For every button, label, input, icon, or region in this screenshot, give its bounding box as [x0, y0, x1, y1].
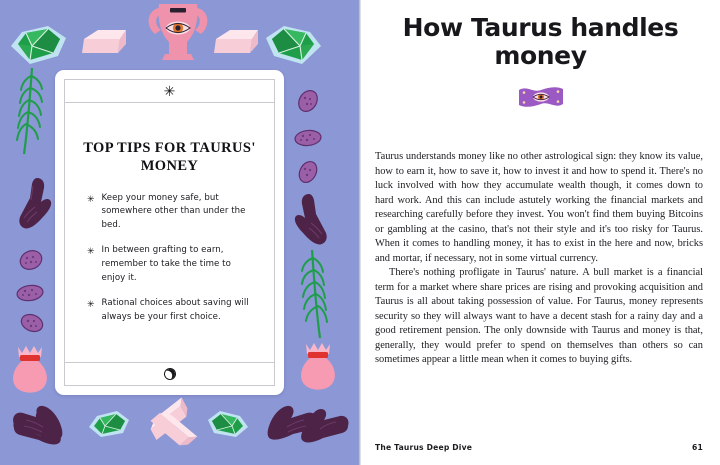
device-bottom-bar	[65, 362, 274, 385]
crescent-moon-icon	[162, 366, 177, 381]
paragraph: Taurus understands money like no other astrological sign: they know its value, how to earn it, how to save it, how to invest it and how to spend it. There's no luck involved with how they accumulate wealth though, it comes down to hard work. And this can include astutely working the financial markets and researching carefully before they invest. You won't find them buying Bitcoins or gambling at the casino, that's not their style and it's too risky for Taurus. When it comes to handling money, it has to exist in the here and now, bricks and mortar, if necessary, not in some virtual currency.	[375, 151, 703, 264]
page-number: 61	[692, 443, 703, 452]
tips-title: TOP TIPS FOR TAURUS' MONEY	[83, 140, 256, 174]
money-bag-icon	[296, 338, 340, 394]
paragraph: There's nothing profligate in Taurus' nature. A bull market is a financial term for a market where share prices are rising and provoking acquisition and Taurus is all about taking possession of value. For Taurus, money represents security so they will always want to have a decent stash for a rainy day and a good retirement pension. The only downside with Taurus and money is that, generally, they would prefer to spend on themselves than others so can sometimes appear a little mean when it comes to buying gifts.	[375, 267, 703, 366]
ornament	[361, 84, 720, 110]
money-bag-icon	[8, 341, 52, 395]
coin-icon	[292, 127, 324, 149]
coin-icon	[294, 88, 322, 114]
right-page	[361, 0, 720, 465]
coin-icon	[294, 159, 322, 185]
device-content	[65, 103, 274, 362]
star-bullet-icon: ✳	[87, 299, 95, 310]
tablet-device	[55, 70, 284, 395]
tip-text: In between grafting to earn, remember to take the time to enjoy it.	[101, 245, 231, 284]
page-footer	[375, 443, 703, 452]
list-item	[87, 297, 256, 325]
tip-text: Keep your money safe, but somewhere other than under the bed.	[101, 192, 246, 231]
device-top-bar	[65, 80, 274, 103]
gold-bar-icon	[78, 27, 130, 61]
fern-sprig-icon	[12, 66, 54, 156]
star-bullet-icon: ✳	[87, 193, 95, 204]
body-text	[375, 150, 703, 368]
coin-icon	[18, 249, 44, 271]
fern-sprig-icon	[290, 248, 332, 340]
footer-chapter: The Taurus Deep Dive	[375, 443, 473, 452]
eye-urn-icon	[139, 0, 217, 62]
coin-icon	[15, 282, 45, 304]
gold-bar-icon	[210, 27, 262, 61]
hand-icon	[262, 400, 322, 442]
star-bullet-icon: ✳	[87, 246, 95, 257]
coin-icon	[18, 312, 46, 335]
eye-banknote-icon	[517, 84, 565, 110]
hand-icon	[8, 400, 68, 442]
list-item	[87, 244, 256, 286]
emerald-crystal-icon	[8, 22, 70, 68]
emerald-crystal-icon	[262, 22, 324, 68]
hand-icon	[290, 192, 332, 250]
emerald-crystal-icon	[206, 407, 250, 441]
list-item	[87, 192, 256, 234]
starburst-icon: ✳	[163, 83, 176, 99]
device-screen	[64, 79, 275, 386]
emerald-crystal-icon	[87, 407, 131, 441]
hand-icon	[14, 176, 56, 234]
tips-list	[81, 192, 258, 325]
page-title: How Taurus handles money	[402, 13, 679, 70]
tip-text: Rational choices about saving will always be your first choice.	[101, 298, 249, 322]
